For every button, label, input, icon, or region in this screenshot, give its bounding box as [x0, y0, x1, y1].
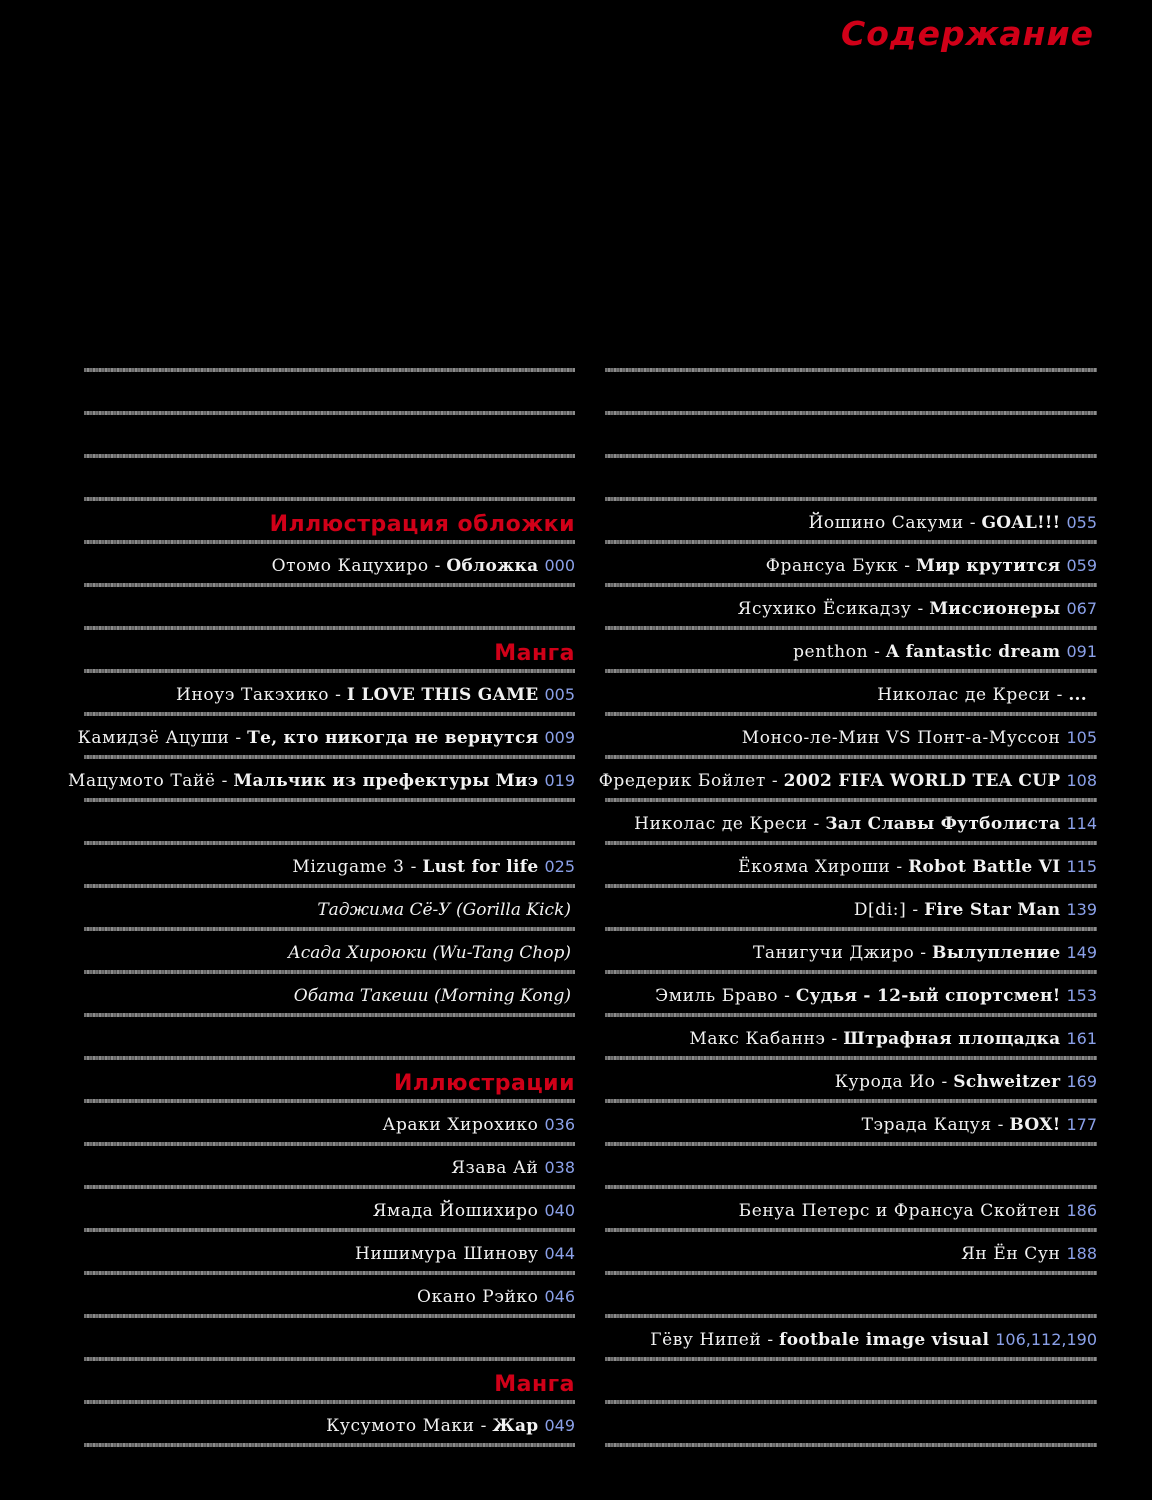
entry-title: Мальчик из префектуры Миэ — [233, 771, 539, 791]
toc-row — [84, 798, 575, 841]
entry-author: Язава Ай — [451, 1158, 539, 1178]
entry-page-number: 091 — [1066, 642, 1097, 661]
entry-separator: - — [335, 685, 341, 705]
entry-author: Тэрада Кацуя — [861, 1115, 992, 1135]
entry-page-number: 105 — [1066, 728, 1097, 747]
entry-title: Обложка — [446, 556, 539, 576]
section-heading: Иллюстрации — [393, 1071, 575, 1096]
toc-row — [84, 454, 575, 497]
entry-page-number: 059 — [1066, 556, 1097, 575]
entry-author: Араки Хирохико — [382, 1115, 539, 1135]
entry-author: Ясухико Ёсикадзу — [737, 599, 912, 619]
entry-separator: - — [896, 857, 903, 877]
section-heading: Манга — [494, 641, 575, 666]
toc-row — [84, 583, 575, 626]
entry-author: Мацумото Тайё — [67, 771, 216, 791]
toc-row — [84, 1185, 575, 1228]
entry-separator: - — [480, 1416, 487, 1436]
toc-entry[interactable] — [738, 856, 1097, 878]
entry-author: Курода Ио — [834, 1072, 936, 1092]
toc-row — [605, 884, 1097, 927]
entry-separator: - — [235, 728, 242, 748]
entry-title: A fantastic dream — [885, 642, 1061, 662]
toc-right-column — [598, 368, 1097, 1486]
entry-separator: - — [813, 814, 820, 834]
entry-separator: - — [969, 513, 976, 533]
toc-row — [605, 411, 1097, 454]
toc-row — [605, 798, 1097, 841]
entry-separator: - — [917, 599, 924, 619]
entry-author: Макс Кабаннэ — [689, 1029, 826, 1049]
toc-row — [605, 841, 1097, 884]
toc-entry[interactable] — [417, 1286, 575, 1308]
toc-row — [84, 970, 575, 1013]
toc-entry[interactable] — [451, 1157, 575, 1179]
toc-row — [84, 1013, 575, 1056]
entry-title: footbale image visual — [779, 1330, 990, 1350]
entry-author: Франсуа Букк — [765, 556, 899, 576]
entry-author: Монсо-ле-Мин VS Понт-а-Муссон — [741, 728, 1061, 748]
toc-row — [84, 411, 575, 454]
toc-entry[interactable] — [326, 1415, 575, 1437]
entry-author: Йошино Сакуми — [808, 513, 964, 533]
toc-row — [84, 841, 575, 884]
toc-entry[interactable] — [382, 1114, 575, 1136]
toc-row — [605, 1099, 1097, 1142]
toc-row — [67, 755, 575, 798]
section-heading: Манга — [494, 1372, 575, 1397]
toc-row — [605, 1056, 1097, 1099]
entry-separator: - — [221, 771, 228, 791]
entry-page-number: 067 — [1066, 599, 1097, 618]
entry-page-number: 038 — [544, 1158, 575, 1177]
toc-row — [605, 1142, 1097, 1185]
toc-entry[interactable] — [793, 641, 1097, 663]
section-heading: Иллюстрация обложки — [269, 512, 575, 537]
entry-page-number: 009 — [544, 728, 575, 747]
entry-title: GOAL!!! — [981, 513, 1061, 533]
toc-row — [84, 884, 575, 927]
entry-author: Николас де Креси — [634, 814, 808, 834]
entry-author: D[di:] — [853, 900, 907, 920]
toc-entry[interactable] — [373, 1200, 575, 1222]
toc-row — [605, 368, 1097, 411]
entry-separator: - — [941, 1072, 948, 1092]
entry-author: Иноуэ Такэхико — [176, 685, 330, 705]
toc-entry[interactable] — [655, 985, 1097, 1007]
sub-entry: Обата Такеши (Morning Kong) — [293, 986, 571, 1006]
entry-author: Ян Ён Сун — [961, 1244, 1061, 1264]
entry-separator: - — [874, 642, 880, 662]
entry-title: Миссионеры — [929, 599, 1061, 619]
toc-entry[interactable] — [766, 555, 1097, 577]
toc-entry[interactable] — [742, 727, 1097, 749]
toc-row — [84, 1056, 575, 1099]
entry-author: Окано Рэйко — [417, 1287, 539, 1307]
entry-title: ... — [1068, 685, 1087, 705]
entry-page-number: 149 — [1066, 943, 1097, 962]
page-title: Содержание — [841, 14, 1094, 53]
entry-page-number: 055 — [1066, 513, 1097, 532]
entry-page-number: 169 — [1066, 1072, 1097, 1091]
entry-title: 2002 FIFA WORLD TEA CUP — [783, 771, 1061, 791]
entry-page-number: 044 — [544, 1244, 575, 1263]
entry-title: Мир крутится — [915, 556, 1061, 576]
entry-page-number: 046 — [544, 1287, 575, 1306]
entry-author: Эмиль Браво — [655, 986, 779, 1006]
toc-row — [605, 1228, 1097, 1271]
toc-entry[interactable] — [689, 1028, 1097, 1050]
entry-title: Lust for life — [422, 857, 539, 877]
toc-row — [605, 540, 1097, 583]
entry-author: Нишимура Шиновy — [355, 1244, 539, 1264]
toc-entry[interactable] — [738, 598, 1097, 620]
entry-title: Robot Battle VI — [908, 857, 1061, 877]
entry-page-number: 040 — [544, 1201, 575, 1220]
entry-page-number: 025 — [544, 857, 575, 876]
toc-entry[interactable] — [862, 1114, 1097, 1136]
entry-page-number: 000 — [544, 556, 575, 575]
entry-page-number: 161 — [1066, 1029, 1097, 1048]
toc-entry[interactable] — [650, 1329, 1097, 1351]
entry-title: I LOVE THIS GAME — [346, 685, 539, 705]
toc-row — [84, 1400, 575, 1443]
toc-entry[interactable] — [292, 856, 575, 878]
toc-entry[interactable] — [961, 1243, 1097, 1265]
entry-separator: - — [1056, 685, 1063, 705]
entry-title: Штрафная площадка — [843, 1029, 1061, 1049]
toc-row — [605, 927, 1097, 970]
toc-row — [605, 1314, 1097, 1357]
entry-title: Судья - 12-ый спортсмен! — [795, 986, 1061, 1006]
toc-entry[interactable] — [808, 512, 1097, 534]
sub-entry: Асада Хироюки (Wu-Tang Chop) — [287, 943, 571, 963]
toc-row — [84, 540, 575, 583]
toc-row — [598, 755, 1097, 798]
entry-separator: - — [767, 1330, 774, 1350]
toc-row — [605, 497, 1097, 540]
entry-page-number: 108 — [1066, 771, 1097, 790]
entry-title: Те, кто никогда не вернутся — [247, 728, 539, 748]
entry-page-number: 139 — [1066, 900, 1097, 919]
entry-author: Ямада Йошихиро — [372, 1201, 539, 1221]
toc-row — [84, 497, 575, 540]
toc-entry[interactable] — [176, 684, 575, 706]
entry-page-number: 005 — [544, 685, 575, 704]
toc-row — [84, 1443, 575, 1486]
toc-entry[interactable] — [634, 813, 1097, 835]
toc-row — [84, 1357, 575, 1400]
toc-row — [605, 454, 1097, 497]
entry-separator: - — [784, 986, 790, 1006]
entry-author: Камидзё Ацуши — [77, 728, 230, 748]
entry-author: Ёкояма Хироши — [738, 857, 891, 877]
toc-row — [84, 1142, 575, 1185]
toc-entry[interactable] — [854, 899, 1097, 921]
toc-row — [605, 583, 1097, 626]
toc-row — [605, 1185, 1097, 1228]
toc-row — [605, 712, 1097, 755]
toc-row — [84, 368, 575, 411]
toc-row — [605, 1400, 1097, 1443]
toc-row — [84, 927, 575, 970]
entry-author: Отомо Кацухиро — [271, 556, 429, 576]
toc-entry[interactable] — [877, 684, 1097, 706]
entry-author: Танигучи Джиро — [752, 943, 915, 963]
entry-author: Бенуа Петерс и Франсуа Скойтен — [738, 1201, 1061, 1221]
toc-row — [605, 1443, 1097, 1486]
toc-row — [84, 1099, 575, 1142]
entry-page-number: 114 — [1066, 814, 1097, 833]
entry-author: Николас де Креси — [877, 685, 1051, 705]
entry-page-number: 177 — [1066, 1115, 1097, 1134]
toc-entry[interactable] — [739, 1200, 1097, 1222]
toc-row — [605, 1271, 1097, 1314]
toc-entry[interactable] — [599, 770, 1097, 792]
entry-page-number: 115 — [1066, 857, 1097, 876]
entry-author: Mizugame 3 — [292, 857, 405, 877]
entry-author: Кусумото Маки — [326, 1416, 475, 1436]
toc-row — [605, 669, 1097, 712]
toc-row — [84, 1314, 575, 1357]
toc-row — [84, 1271, 575, 1314]
toc-entry[interactable] — [753, 942, 1097, 964]
entry-title: Schweitzer — [953, 1072, 1061, 1092]
entry-page-number: 036 — [544, 1115, 575, 1134]
toc-row — [605, 626, 1097, 669]
toc-row — [84, 626, 575, 669]
toc-row — [605, 970, 1097, 1013]
sub-entry: Таджима Сё-У (Gorilla Kick) — [317, 900, 571, 920]
entry-separator: - — [997, 1115, 1004, 1135]
entry-page-number: 188 — [1066, 1244, 1097, 1263]
entry-separator: - — [831, 1029, 838, 1049]
toc-row — [605, 1013, 1097, 1056]
entry-page-number: 153 — [1066, 986, 1097, 1005]
toc-entry[interactable] — [78, 727, 575, 749]
entry-title: Вылупление — [932, 943, 1061, 963]
toc-row — [84, 669, 575, 712]
entry-separator: - — [920, 943, 927, 963]
toc-left-column — [67, 368, 575, 1486]
toc-row — [84, 1228, 575, 1271]
entry-title: BOX! — [1009, 1115, 1061, 1135]
entry-title: Жар — [492, 1416, 539, 1436]
toc-row — [605, 1357, 1097, 1400]
entry-separator: - — [771, 771, 778, 791]
entry-title: Fire Star Man — [924, 900, 1061, 920]
entry-separator: - — [434, 556, 441, 576]
entry-separator: - — [904, 556, 910, 576]
entry-page-number: 106,112,190 — [995, 1330, 1097, 1349]
entry-title: Зал Славы Футболиста — [825, 814, 1061, 834]
entry-author: penthon — [793, 642, 869, 662]
toc-entry[interactable] — [835, 1071, 1097, 1093]
entry-separator: - — [912, 900, 919, 920]
toc-entry[interactable] — [355, 1243, 575, 1265]
entry-author: Гёву Нипей — [650, 1330, 762, 1350]
toc-entry[interactable] — [68, 770, 575, 792]
entry-author: Фредерик Бойлет — [598, 771, 766, 791]
entry-separator: - — [410, 857, 417, 877]
entry-page-number: 019 — [544, 771, 575, 790]
toc-row — [77, 712, 575, 755]
toc-entry[interactable] — [272, 555, 575, 577]
entry-page-number: 186 — [1066, 1201, 1097, 1220]
entry-page-number: 049 — [544, 1416, 575, 1435]
